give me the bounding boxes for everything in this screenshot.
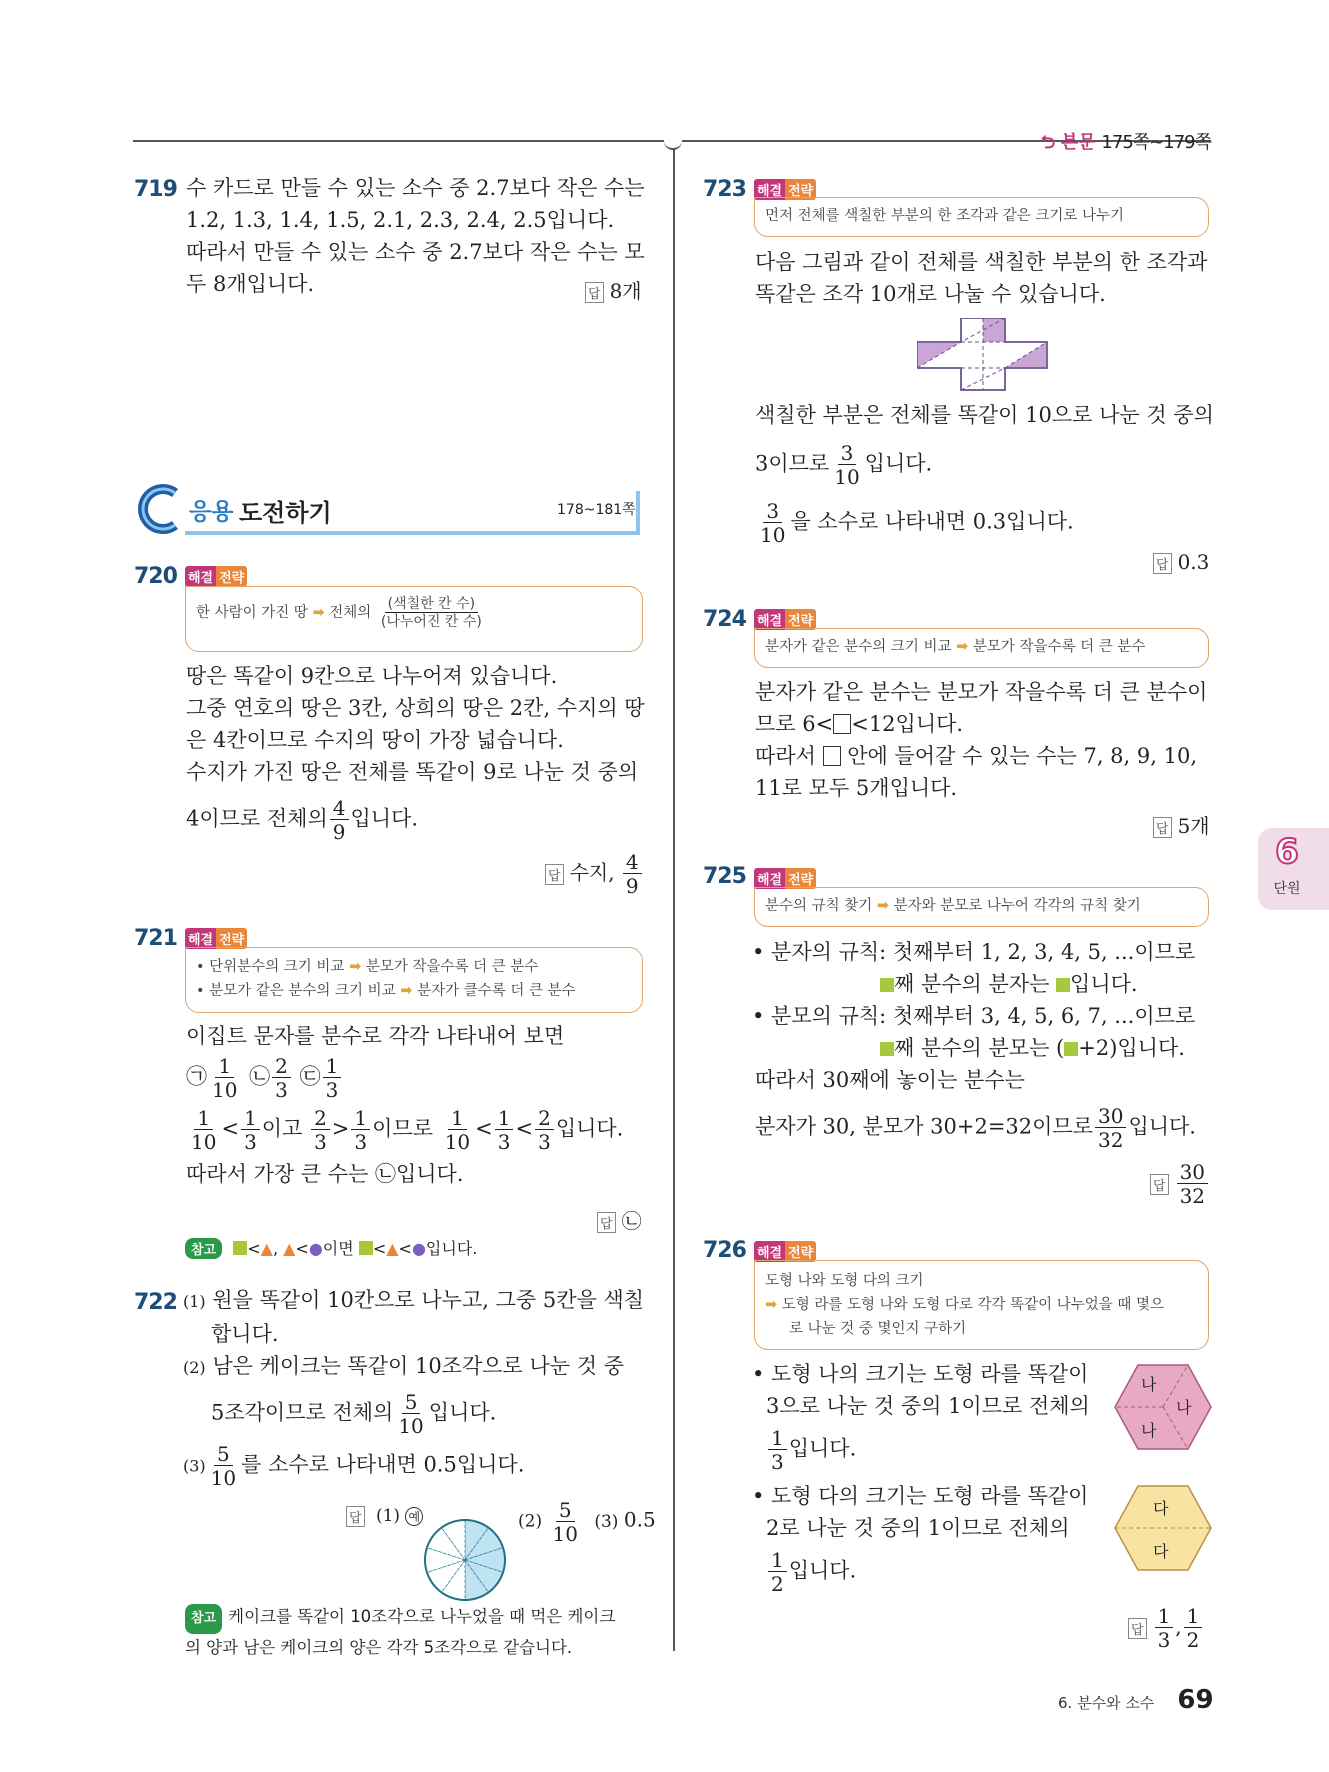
return-arrow-icon: ⮌ <box>1040 132 1056 153</box>
hexagon-label: 다 <box>1153 1499 1169 1518</box>
text-line <box>752 968 1196 1000</box>
text: 남은 케이크는 똑같이 10조각으로 나눈 것 중 <box>212 1354 624 1378</box>
fraction <box>831 443 862 487</box>
text: <12입니다. <box>851 712 964 736</box>
denominator: (나누어진 칸 수) <box>380 614 482 630</box>
note-line <box>185 1603 615 1634</box>
square-icon <box>1064 1042 1078 1056</box>
text-line: 따라서 만들 수 있는 소수 중 2.7보다 작은 수는 모 <box>186 240 645 264</box>
circle-icon: ● <box>308 1239 323 1258</box>
text: 입니다. <box>555 1116 624 1141</box>
denominator: 32 <box>1179 1184 1206 1208</box>
text: < <box>372 1239 387 1258</box>
fraction <box>495 1108 514 1152</box>
text: 째 분수의 분자는 <box>894 972 1050 996</box>
note-line: 의 양과 남은 케이크의 양은 각각 5조각으로 같습니다. <box>185 1638 573 1657</box>
strategy-text: 분모가 작을수록 더 큰 분수 <box>972 639 1146 655</box>
fraction <box>188 1108 219 1152</box>
problem-number: 724 <box>703 607 746 632</box>
numerator: 4 <box>623 852 642 874</box>
solution-722 <box>183 1284 644 1488</box>
tag-part: 해결 <box>754 179 785 200</box>
text-line: 따라서 30째에 놓이는 분수는 <box>755 1068 1025 1092</box>
text-line <box>755 501 1214 545</box>
square-icon <box>880 1042 894 1056</box>
sub-number: (1) <box>183 1292 206 1311</box>
denominator: 10 <box>210 1466 237 1490</box>
tag-part: 해결 <box>754 609 785 630</box>
solution-719 <box>186 172 645 300</box>
answer-badge: 답 <box>597 1212 616 1233</box>
circle-icon: ● <box>411 1239 426 1258</box>
fraction <box>311 1108 330 1152</box>
problem-number: 725 <box>703 864 746 889</box>
answer-badge: 답 <box>346 1506 365 1527</box>
text-line <box>752 1032 1196 1064</box>
answer-value: 8개 <box>609 279 642 303</box>
problem-number: 720 <box>134 564 177 589</box>
strategy-text: • 분모가 같은 분수의 크기 비교 <box>196 983 396 999</box>
problem-number: 722 <box>134 1290 177 1315</box>
text: < <box>247 1239 261 1258</box>
answer-badge: 답 <box>585 282 604 303</box>
chapter-tab <box>1258 828 1329 910</box>
denominator: 3 <box>1157 1628 1171 1652</box>
strategy-box <box>185 947 643 1013</box>
text-line <box>186 798 645 842</box>
denominator: 2 <box>1186 1628 1200 1652</box>
fraction <box>1184 1606 1203 1650</box>
text-line <box>183 1392 644 1436</box>
fraction <box>330 798 349 842</box>
denominator: 10 <box>834 465 860 489</box>
problem-number: 726 <box>703 1238 746 1263</box>
text: 입니다. <box>428 1400 497 1425</box>
answer-value: ㉡ <box>621 1209 642 1233</box>
fraction <box>272 1056 291 1100</box>
numerator: 1 <box>241 1108 260 1130</box>
denominator: 3 <box>314 1130 327 1154</box>
triangle-icon: ▲ <box>386 1239 399 1258</box>
triangle-icon: ▲ <box>260 1239 273 1258</box>
section-underline <box>185 531 640 535</box>
text-line <box>752 1428 1090 1472</box>
numerator: 1 <box>768 1550 787 1572</box>
text: 4이므로 전체의 <box>186 806 328 831</box>
text-line: 따라서 가장 큰 수는 ㉡입니다. <box>186 1162 464 1186</box>
text: 입니다. <box>788 1558 857 1583</box>
strategy-box <box>754 628 1209 668</box>
strategy-tag <box>754 609 816 630</box>
fraction <box>1177 1162 1208 1206</box>
text-line: 3으로 나눈 것 중의 1이므로 전체의 <box>766 1394 1090 1418</box>
denominator: 32 <box>1098 1128 1124 1152</box>
numerator: 30 <box>1095 1106 1126 1128</box>
denominator: 10 <box>398 1414 424 1438</box>
text: 분자가 30, 분모가 30+2=32이므로 <box>755 1114 1093 1139</box>
strategy-line <box>196 955 632 979</box>
text-line: 그중 연호의 땅은 3칸, 상희의 땅은 2칸, 수지의 땅 <box>186 696 645 720</box>
numerator: 1 <box>448 1108 467 1130</box>
note-721: 참고 <▲, ▲<●이면 <▲<●입니다. <box>185 1236 477 1259</box>
numerator: 2 <box>272 1056 291 1078</box>
text: 입니다. <box>425 1239 478 1258</box>
numerator: (색칠한 칸 수) <box>385 597 478 613</box>
text-line: • 도형 나의 크기는 도형 라를 똑같이 <box>752 1362 1089 1386</box>
problem-number: 719 <box>134 177 177 202</box>
square-icon <box>359 1241 373 1255</box>
section-header <box>133 487 643 535</box>
problem-number: 721 <box>134 926 177 951</box>
fraction <box>1095 1106 1126 1150</box>
sub-number: (1) <box>375 1506 401 1526</box>
strategy-line <box>765 1293 1198 1317</box>
text: 5조각이므로 전체의 <box>211 1400 394 1425</box>
hexagon-label: 나 <box>1176 1398 1192 1417</box>
text: 입니다. <box>1070 972 1138 996</box>
numerator: 1 <box>1155 1606 1174 1628</box>
text-line: 은 4칸이므로 수지의 땅이 가장 넓습니다. <box>186 728 564 752</box>
tag-part: 전략 <box>216 566 247 587</box>
text: 입니다. <box>350 806 419 831</box>
numerator: 1 <box>323 1056 342 1078</box>
strategy-tag <box>185 566 247 587</box>
strategy-text: 먼저 전체를 색칠한 부분의 한 조각과 같은 크기로 나누기 <box>765 208 1125 224</box>
text-line: 두 8개입니다. <box>186 272 315 296</box>
text-line <box>752 1106 1196 1150</box>
text: 안에 들어갈 수 있는 수는 7, 8, 9, 10, <box>847 744 1198 768</box>
fraction <box>768 1550 787 1594</box>
denominator: 10 <box>191 1130 217 1154</box>
answer-722 <box>346 1506 423 1527</box>
tag-part: 전략 <box>785 1241 816 1262</box>
text-line: 다음 그림과 같이 전체를 색칠한 부분의 한 조각과 <box>755 250 1208 274</box>
text: 이면 <box>322 1239 354 1258</box>
numerator: 1 <box>215 1056 234 1078</box>
section-bracket <box>636 491 640 535</box>
denominator: 3 <box>325 1078 339 1102</box>
strategy-text: • 단위분수의 크기 비교 <box>196 959 345 975</box>
text: 원을 똑같이 10칸으로 나누고, 그중 5칸을 색칠 <box>212 1288 645 1312</box>
text-line: 합니다. <box>211 1322 279 1346</box>
solution-721 <box>186 1020 623 1190</box>
tag-part: 전략 <box>785 868 816 889</box>
text: 를 소수로 나타내면 0.5입니다. <box>241 1452 525 1477</box>
arrow-icon: ➡ <box>349 959 362 975</box>
strategy-text: 분자가 같은 분수의 크기 비교 <box>765 639 952 655</box>
strategy-tag <box>754 1241 816 1262</box>
footer-chapter: 6. 분수와 소수 <box>1058 1694 1155 1712</box>
strategy-text: 분자와 분모로 나누어 각각의 규칙 찾기 <box>893 898 1141 914</box>
hexagon-na-diagram <box>1113 1363 1213 1451</box>
text: 입니다. <box>1128 1114 1196 1139</box>
cross-shape-diagram <box>917 318 1049 392</box>
comparison-line: $\frac{1}{10}$ < $\frac{1}{3}$ 이고 $\frac{2}{3}$ > $\frac{1}{3}$ 이므로 $\frac{1}{10}$ < $\frac{1}{3}$ < $\frac{2}{3}$ 입니다. <box>186 1108 623 1152</box>
text-line <box>755 708 1207 740</box>
answer-value: 5개 <box>1177 814 1210 838</box>
blank-box-icon <box>833 714 851 734</box>
strategy-box <box>754 887 1209 927</box>
fraction <box>378 597 485 629</box>
denominator: 9 <box>625 874 639 898</box>
denominator: 3 <box>538 1130 551 1154</box>
answer-726 <box>1128 1606 1204 1650</box>
answer-badge: 답 <box>1153 553 1172 574</box>
numerator: 2 <box>311 1108 330 1130</box>
tag-part: 해결 <box>185 566 216 587</box>
answer-719 <box>585 275 642 304</box>
answer-724 <box>1153 810 1210 839</box>
answer-badge: 답 <box>545 864 564 885</box>
fraction <box>395 1392 426 1436</box>
numerator: 1 <box>351 1108 370 1130</box>
denominator: 3 <box>771 1450 784 1474</box>
marker: ㉢ <box>299 1064 321 1089</box>
text: 이고 <box>261 1116 303 1141</box>
column-divider <box>673 141 675 1651</box>
square-icon <box>880 978 894 992</box>
text-line: 분자가 같은 분수는 분모가 작을수록 더 큰 분수이 <box>755 680 1208 704</box>
solution-724 <box>755 676 1207 804</box>
arrow-icon: ➡ <box>312 605 325 621</box>
strategy-text: 한 사람이 가진 땅 <box>196 605 308 621</box>
marker: ㉡ <box>249 1064 271 1089</box>
strategy-line: 도형 나와 도형 다의 크기 <box>765 1273 924 1289</box>
answer-725 <box>1150 1162 1210 1206</box>
fraction <box>351 1108 370 1152</box>
denominator: 9 <box>332 820 346 844</box>
text-line <box>755 740 1207 772</box>
tag-part: 전략 <box>785 179 816 200</box>
text: 이므로 <box>372 1116 433 1141</box>
text: 을 소수로 나타내면 0.3입니다. <box>790 509 1074 534</box>
denominator: 3 <box>497 1130 511 1154</box>
tag-part: 해결 <box>754 1241 785 1262</box>
problem-number: 723 <box>703 177 746 202</box>
fraction <box>209 1056 240 1100</box>
text: 입니다. <box>864 451 933 476</box>
tag-part: 해결 <box>754 868 785 889</box>
fraction <box>1155 1606 1174 1650</box>
numerator: 4 <box>330 798 349 820</box>
text-line: • 분모의 규칙: 첫째부터 3, 4, 5, 6, 7, ...이므로 <box>752 1004 1196 1028</box>
text: < <box>295 1239 309 1258</box>
strategy-box <box>754 197 1209 237</box>
denominator: 10 <box>444 1130 471 1154</box>
note-722 <box>185 1603 615 1662</box>
hexagon-label: 나 <box>1141 1421 1157 1440</box>
strategy-box <box>185 586 643 652</box>
numerator: 1 <box>194 1108 213 1130</box>
text-line <box>183 1284 644 1318</box>
cake-circle-diagram <box>422 1517 508 1603</box>
strategy-text: 분자가 클수록 더 큰 분수 <box>417 983 576 999</box>
fraction <box>208 1444 239 1488</box>
sub-number: (3) <box>594 1511 619 1532</box>
text-line: • 도형 다의 크기는 도형 라를 똑같이 <box>752 1484 1089 1508</box>
example-badge: 예 <box>405 1507 423 1526</box>
fraction <box>757 501 788 545</box>
numerator: 5 <box>214 1444 233 1466</box>
text: 케이크를 똑같이 10조각으로 나누었을 때 먹은 케이크 <box>228 1607 616 1626</box>
ref-label: 본문 <box>1060 132 1096 153</box>
divider-notch-icon <box>664 132 682 150</box>
numerator: 1 <box>1184 1606 1203 1628</box>
chapter-tab-number: 6 <box>1275 832 1299 872</box>
marker: ㉠ <box>186 1064 207 1089</box>
denominator: 3 <box>275 1078 288 1102</box>
text: 따라서 <box>755 744 816 768</box>
text-line: 땅은 똑같이 9칸으로 나누어져 있습니다. <box>186 664 558 688</box>
strategy-tag <box>185 928 247 949</box>
numerator: 3 <box>838 443 857 465</box>
page-number: 69 <box>1177 1685 1214 1715</box>
section-title: 도전하기 <box>239 499 332 527</box>
solution-723b <box>755 399 1214 545</box>
hexagon-label: 나 <box>1141 1375 1157 1394</box>
note-badge: 참고 <box>185 1604 222 1634</box>
solution-723 <box>755 246 1207 310</box>
fraction <box>550 1500 581 1544</box>
text-line: • 분자의 규칙: 첫째부터 1, 2, 3, 4, 5, ...이므로 <box>752 940 1196 964</box>
strategy-text: 분수의 규칙 찾기 <box>765 898 873 914</box>
answer-720 <box>545 852 644 896</box>
numerator: 5 <box>402 1392 421 1414</box>
answer-badge: 답 <box>1153 817 1172 838</box>
arrow-icon: ➡ <box>400 983 413 999</box>
text-line <box>183 1350 644 1384</box>
text-line <box>752 1550 1090 1594</box>
numerator: 5 <box>556 1500 575 1522</box>
fraction <box>535 1108 554 1152</box>
text: < <box>398 1239 412 1258</box>
section-pages: 178~181쪽 <box>557 502 636 518</box>
strategy-line <box>196 979 632 1003</box>
arrow-icon: ➡ <box>765 1297 778 1313</box>
section-c-icon <box>133 481 193 537</box>
blank-box-icon <box>823 746 841 766</box>
arrow-icon: ➡ <box>956 639 969 655</box>
solution-720 <box>186 660 645 842</box>
square-icon <box>1056 978 1070 992</box>
tag-part: 전략 <box>785 609 816 630</box>
strategy-text: 분모가 작을수록 더 큰 분수 <box>365 959 539 975</box>
strategy-line: 로 나눈 것 중 몇인지 구하기 <box>789 1321 967 1337</box>
hexagon-label: 다 <box>1153 1542 1169 1561</box>
answer-value: 0.5 <box>623 1507 656 1532</box>
fraction <box>768 1428 787 1472</box>
page-reference <box>1041 128 1211 160</box>
denominator: 2 <box>771 1572 784 1596</box>
denominator: 10 <box>212 1078 238 1102</box>
answer-badge: 답 <box>1128 1618 1147 1639</box>
text-line: 이집트 문자를 분수로 각각 나타내어 보면 <box>186 1024 565 1048</box>
text: 째 분수의 분모는 ( <box>894 1036 1065 1060</box>
numerator: 30 <box>1177 1162 1208 1184</box>
strategy-text: 도형 라를 도형 나와 도형 다로 각각 똑같이 나누었을 때 몇으 <box>781 1297 1165 1313</box>
sub-number: (2) <box>183 1358 206 1377</box>
text-line: 11로 모두 5개입니다. <box>755 776 958 800</box>
footer <box>1058 1685 1214 1715</box>
text: 입니다. <box>788 1436 857 1461</box>
text-line <box>183 1444 644 1488</box>
strategy-tag <box>754 868 816 889</box>
text-line: 수지가 가진 땅은 전체를 똑같이 9로 나눈 것 중의 <box>186 760 639 784</box>
section-title-accent: 응용 <box>189 499 234 525</box>
denominator: 10 <box>760 523 786 547</box>
text-line: 수 카드로 만들 수 있는 소수 중 2.7보다 작은 수는 <box>186 176 645 200</box>
separator: , <box>1175 1614 1182 1639</box>
answer-badge: 답 <box>1150 1174 1169 1195</box>
text-line: 똑같은 조각 10개로 나눌 수 있습니다. <box>755 282 1106 306</box>
numerator: 1 <box>768 1428 787 1450</box>
denominator: 3 <box>244 1130 257 1154</box>
ref-pages: 175쪽~179쪽 <box>1101 132 1211 153</box>
fraction <box>241 1108 260 1152</box>
solution-726 <box>752 1358 1090 1594</box>
numerator: 1 <box>495 1108 514 1130</box>
text-line <box>755 443 1214 487</box>
answer-721 <box>597 1205 642 1234</box>
triangle-icon: ▲ <box>283 1239 296 1258</box>
chapter-tab-label: 단원 <box>1273 881 1301 897</box>
strategy-text: 전체의 <box>329 605 372 621</box>
fraction-list <box>186 1056 623 1100</box>
text-line: 색칠한 부분은 전체를 똑같이 10으로 나눈 것 중의 <box>755 403 1214 427</box>
fraction <box>623 852 642 896</box>
square-icon <box>233 1241 247 1255</box>
numerator: 3 <box>763 501 782 523</box>
answer-value: 수지, <box>569 860 615 885</box>
sub-number: (2) <box>518 1511 543 1532</box>
sub-number: (3) <box>183 1456 206 1476</box>
text-line: 2로 나눈 것 중의 1이므로 전체의 <box>766 1516 1070 1540</box>
arrow-icon: ➡ <box>876 898 890 914</box>
denominator: 10 <box>552 1522 578 1546</box>
strategy-box <box>754 1260 1209 1350</box>
text: +2)입니다. <box>1078 1036 1185 1060</box>
fraction <box>442 1108 473 1152</box>
text: 므로 6< <box>755 712 834 736</box>
denominator: 3 <box>354 1130 368 1154</box>
answer-722b <box>518 1500 656 1544</box>
text-line: 1.2, 1.3, 1.4, 1.5, 2.1, 2.3, 2.4, 2.5입니다. <box>186 208 615 232</box>
note-badge: 참고 <box>185 1238 222 1259</box>
text: 3이므로 <box>755 451 830 476</box>
solution-725 <box>752 936 1196 1150</box>
tag-part: 전략 <box>216 928 247 949</box>
numerator: 2 <box>535 1108 554 1130</box>
fraction <box>323 1056 342 1100</box>
tag-part: 해결 <box>185 928 216 949</box>
answer-value: 0.3 <box>1177 550 1210 574</box>
answer-723 <box>1153 550 1209 574</box>
